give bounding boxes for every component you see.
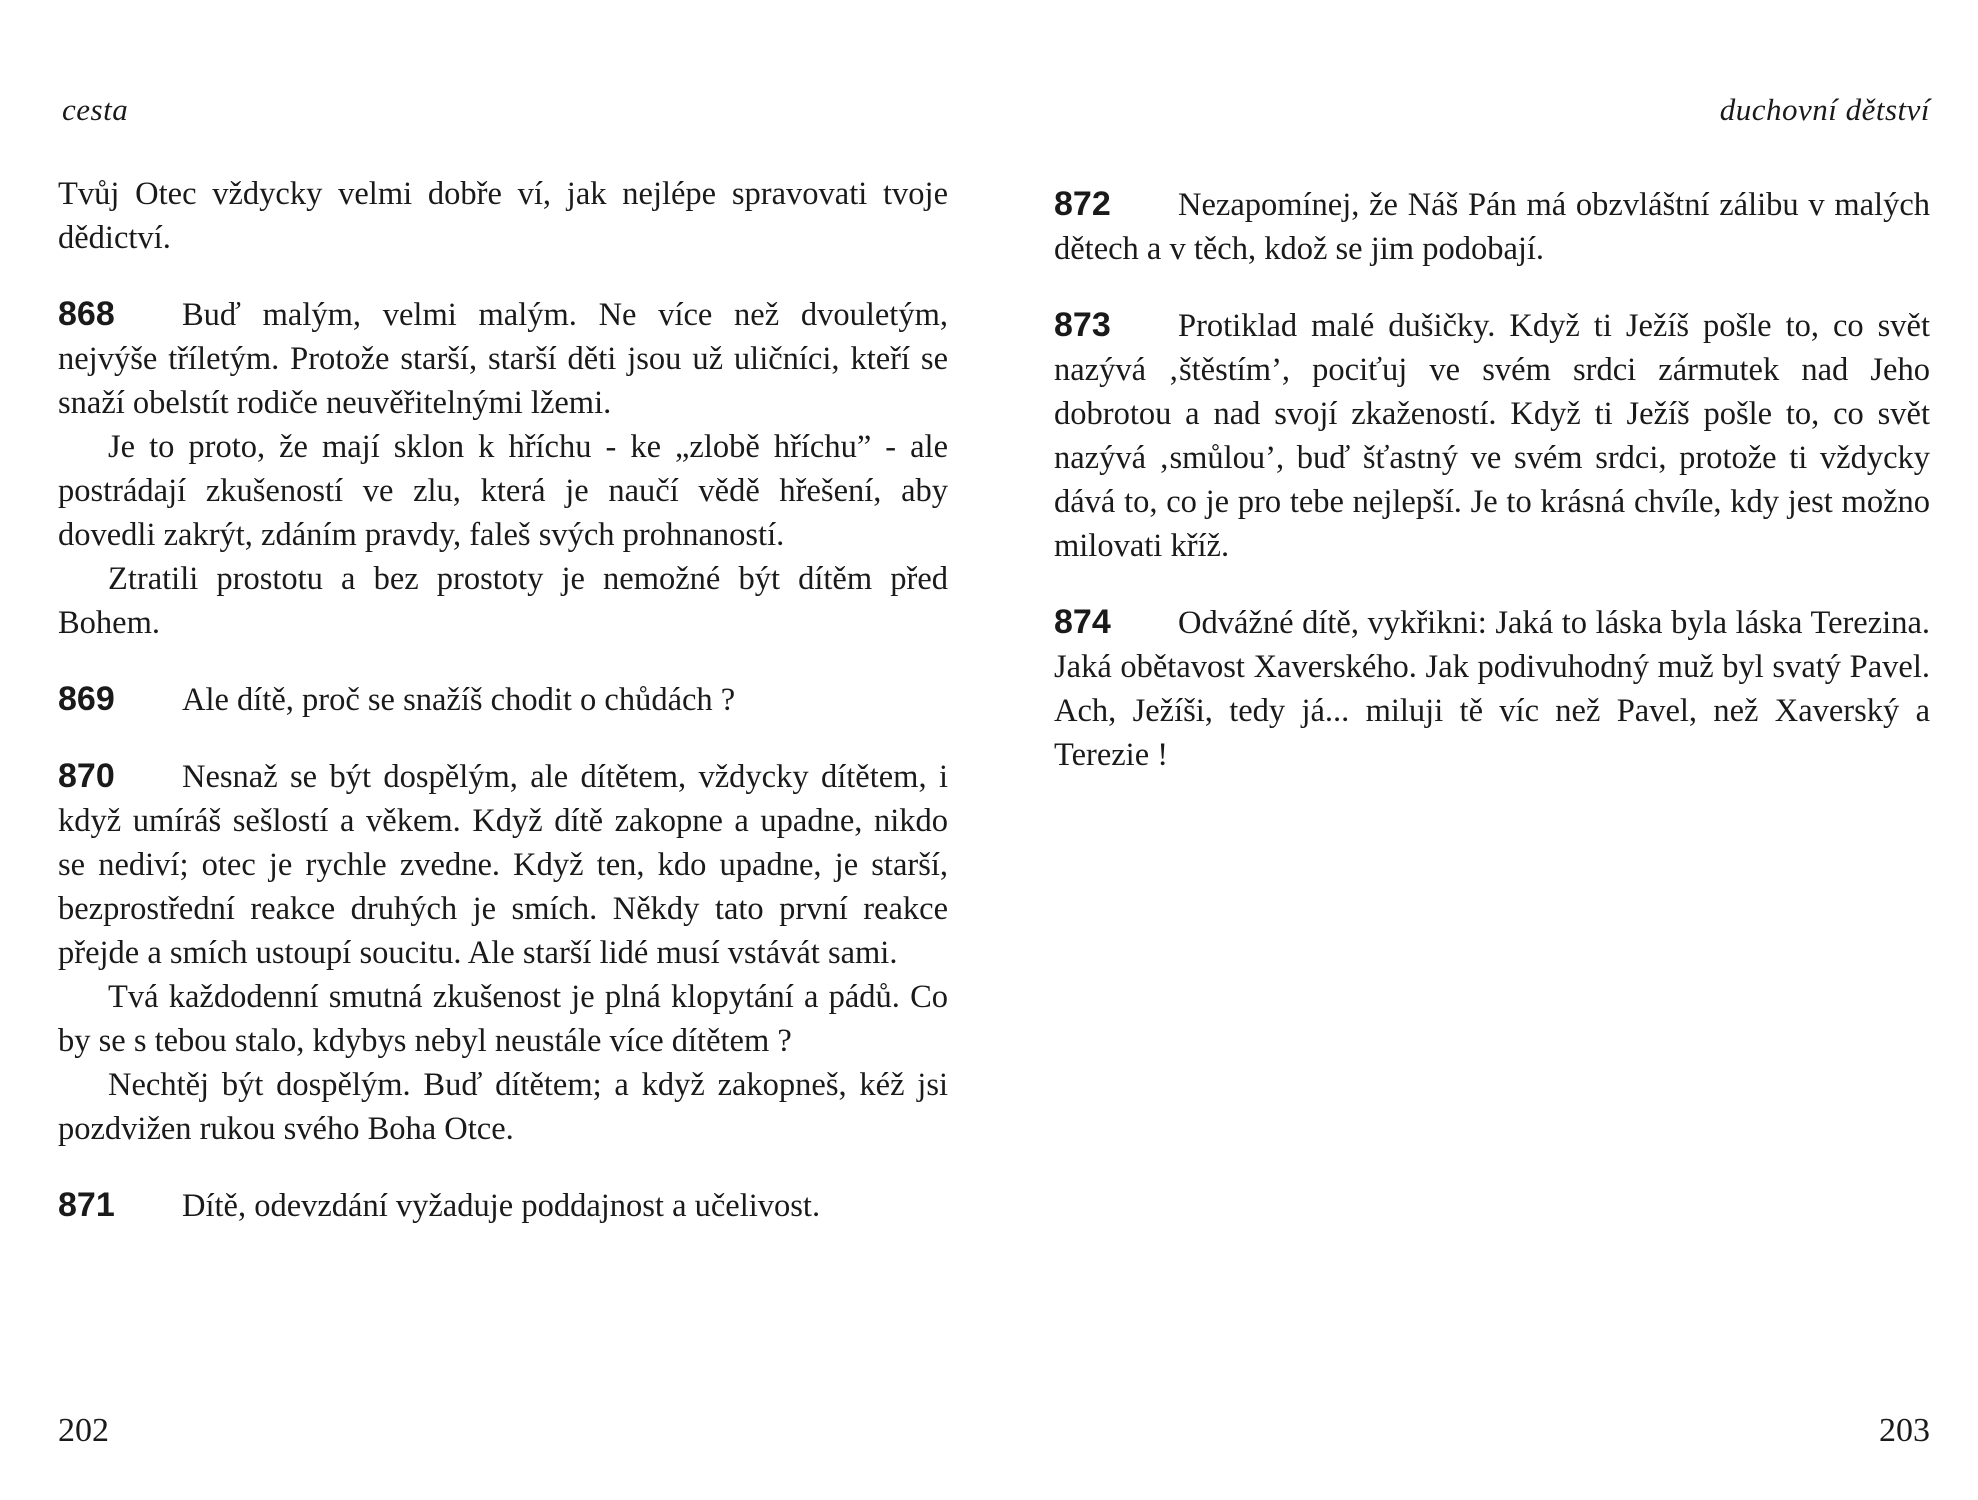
point-870-paragraph-2: Tvá každodenní smutná zkušenost je plná klopytání a pádů. Co by se s tebou stalo, kdybys nebyl neustále více dítětem ? <box>58 979 948 1059</box>
point-871 <box>58 1183 948 1228</box>
point-text: Ale dítě, proč se snažíš chodit o chůdách ? <box>182 682 736 718</box>
point-text: Nezapomínej, že Náš Pán má obzvláštní zálibu v malých dětech a v těch, kdož se jim podobají. <box>1054 187 1930 267</box>
point-number: 868 <box>58 295 115 333</box>
point-number: 874 <box>1054 603 1111 641</box>
point-text: Buď malým, velmi malým. Ne více než dvouletým, nejvýše tříletým. Protože starší, starší děti jsou už uličníci, kteří se snaží obelstít rodiče neuvěřitelnými lžemi. <box>58 297 948 421</box>
point-number: 870 <box>58 757 115 795</box>
point-number: 873 <box>1054 306 1111 344</box>
intro-paragraph: Tvůj Otec vždycky velmi dobře ví, jak nejlépe spravovati tvoje dědictví. <box>58 176 948 256</box>
right-page-number: 203 <box>1879 1412 1930 1449</box>
point-872 <box>1054 182 1930 271</box>
point-870 <box>58 754 948 975</box>
left-page <box>58 0 948 1500</box>
point-text: Odvážné dítě, vykřikni: Jaká to láska byla láska Terezina. Jaká obětavost Xaverského. Jak podivuhodný muž byl svatý Pavel. Ach, Ježíši, tedy já... miluji tě víc než Pavel, než Xaverský a Terezie ! <box>1054 605 1930 773</box>
point-number: 871 <box>58 1186 115 1224</box>
point-870-paragraph-3: Nechtěj být dospělým. Buď dítětem; a když zakopneš, kéž jsi pozdvižen rukou svého Boha Otce. <box>58 1067 948 1147</box>
left-running-head: cesta <box>62 92 129 127</box>
point-868-paragraph-3: Ztratili prostotu a bez prostoty je nemožné být dítěm před Bohem. <box>58 561 948 641</box>
point-868-paragraph-2: Je to proto, že mají sklon k hříchu - ke „zlobě hříchu” - ale postrádají zkušeností ve zlu, která je naučí vědě hřešení, aby dovedli zakrýt, zdáním pravdy, faleš svých prohnaností. <box>58 429 948 553</box>
point-text: Nesnaž se být dospělým, ale dítětem, vždycky dítětem, i když umíráš sešlostí a věkem. Když dítě zakopne a upadne, nikdo se nediví; otec je rychle zvedne. Když ten, kdo upadne, je starší, bezprostřední reakce druhých je smích. Někdy tato první reakce přejde a smích ustoupí soucitu. Ale starší lidé musí vstávát sami. <box>58 759 948 971</box>
right-page <box>1054 0 1930 1500</box>
point-text: Protiklad malé dušičky. Když ti Ježíš pošle to, co svět nazývá ‚štěstím’, pociťuj ve svém srdci zármutek nad Jeho dobrotou a nad svojí zkažeností. Když ti Ježíš pošle to, co svět nazývá ‚smůlou’, buď šťastný ve svém srdci, protože ti vždycky dává to, co je pro tebe nejlepší. Je to krásná chvíle, kdy jest možno milovati kříž. <box>1054 308 1930 564</box>
point-number: 872 <box>1054 185 1111 223</box>
point-text: Dítě, odevzdání vyžaduje poddajnost a učelivost. <box>182 1188 821 1224</box>
right-running-head: duchovní dětství <box>1719 92 1930 127</box>
point-869 <box>58 677 948 722</box>
point-873 <box>1054 303 1930 568</box>
left-body-text <box>58 172 948 1228</box>
point-868 <box>58 292 948 425</box>
point-874 <box>1054 600 1930 777</box>
left-page-number: 202 <box>58 1412 109 1449</box>
point-number: 869 <box>58 680 115 718</box>
right-body-text <box>1054 182 1930 777</box>
